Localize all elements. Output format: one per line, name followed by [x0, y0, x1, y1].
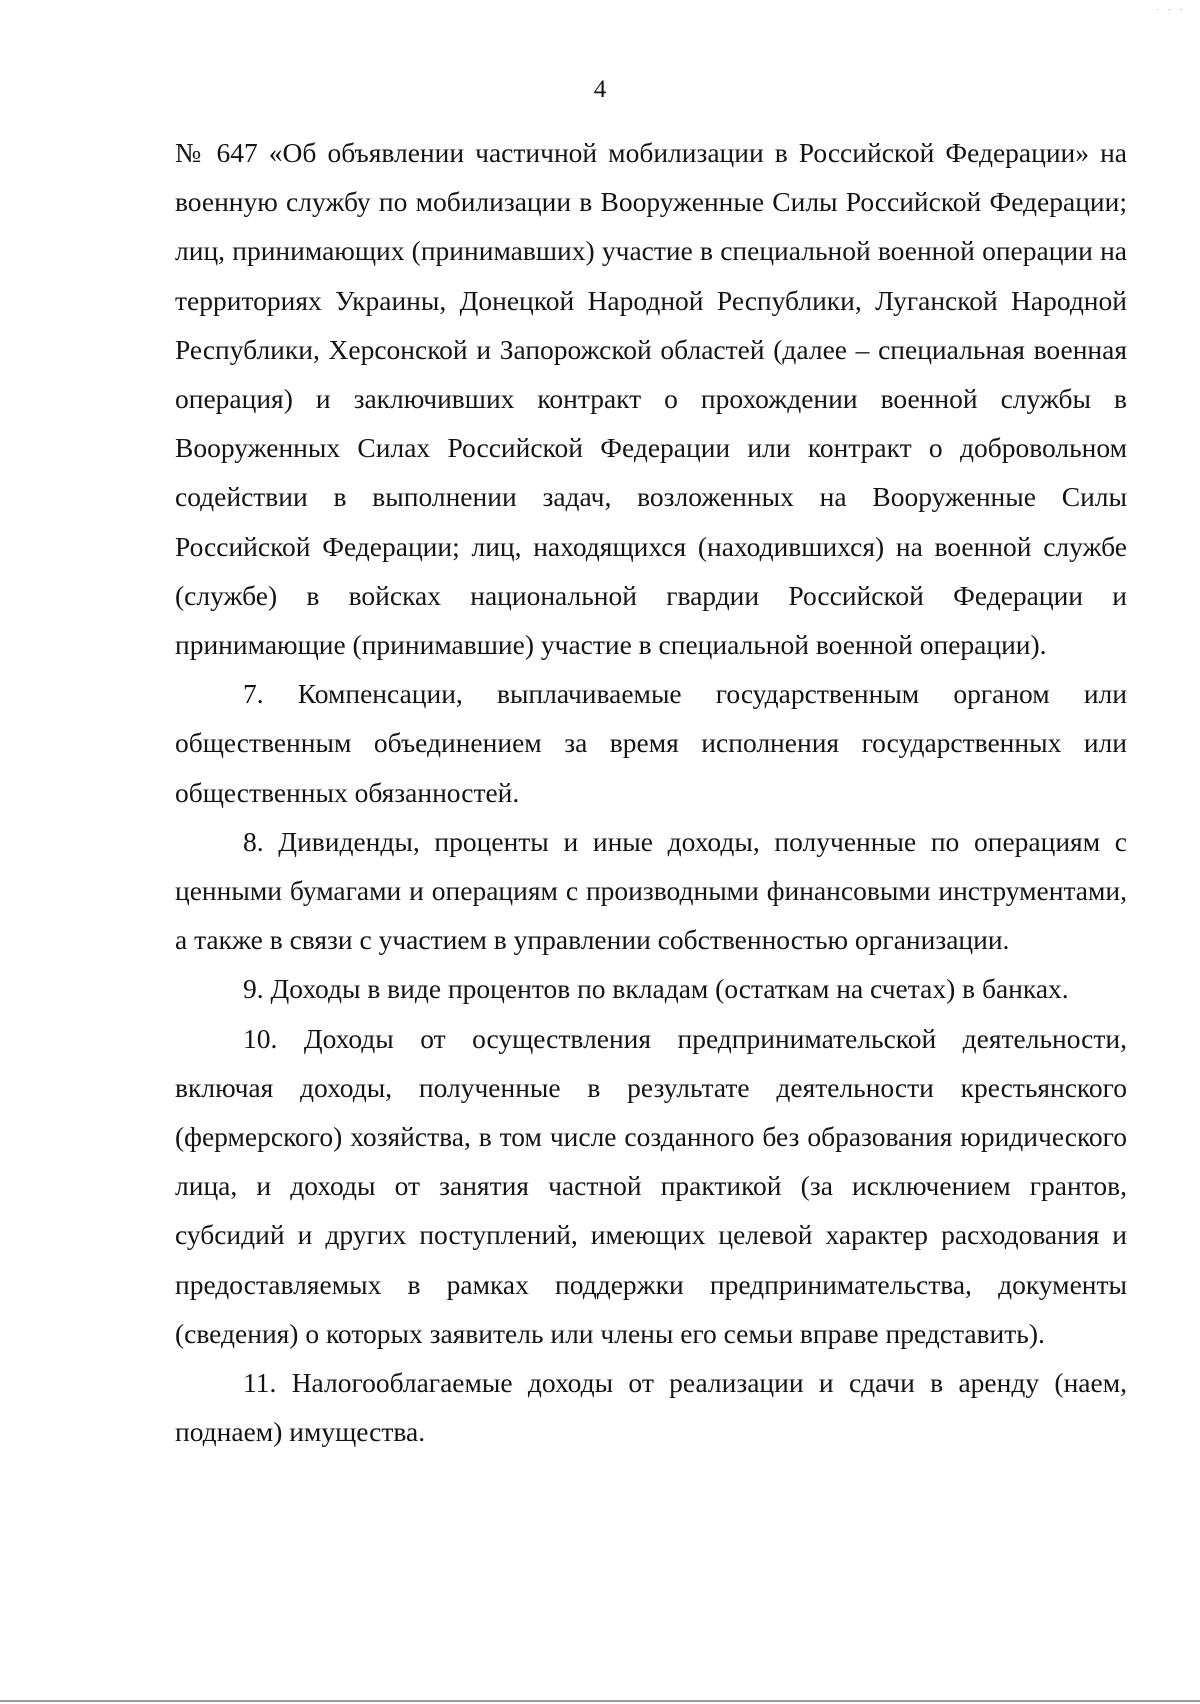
- scan-bottom-edge: [0, 1700, 1200, 1702]
- page-number: 4: [593, 76, 607, 103]
- paragraph-item-9: 9. Доходы в виде процентов по вкладам (остаткам на счетах) в банках.: [243, 973, 1069, 1005]
- scan-artifact-mark: - - -: [1156, 4, 1186, 15]
- paragraph-item-7: 7. Компенсации, выплачиваемые государственным органом или общественным объединением за время исполнения государственных или общественных обязанностей.: [175, 678, 1127, 808]
- document-body: [175, 128, 1127, 1456]
- paragraph-continuation: № 647 «Об объявлении частичной мобилизации в Российской Федерации» на военную службу по мобилизации в Вооруженные Силы Российской Федерации; лиц, принимающих (принимавших) участие в специальной военной операции на территориях Украины, Донецкой Народной Республики, Луганской Народной Республики, Херсонской и Запорожской областей (далее – специальная военная операция) и заключивших контракт о прохождении военной службы в Вооруженных Силах Российской Федерации или контракт о добровольном содействии в выполнении задач, возложенных на Вооруженные Силы Российской Федерации; лиц, находящихся (находившихся) на военной службе (службе) в войсках национальной гвардии Российской Федерации и принимающие (принимавшие) участие в специальной военной операции).: [175, 137, 1127, 661]
- paragraph-item-11: 11. Налогооблагаемые доходы от реализации и сдачи в аренду (наем, поднаем) имущества.: [175, 1367, 1127, 1448]
- paragraph-item-8: 8. Дивиденды, проценты и иные доходы, полученные по операциям с ценными бумагами и операциям с производными финансовыми инструментами, а также в связи с участием в управлении собственностью организации.: [175, 825, 1127, 956]
- paragraph-item-10: 10. Доходы от осуществления предпринимательской деятельности, включая доходы, полученные в результате деятельности крестьянского (фермерского) хозяйства, в том числе созданного без образования юридического лица, и доходы от занятия частной практикой (за исключением грантов, субсидий и других поступлений, имеющих целевой характер расходования и предоставляемых в рамках поддержки предпринимательства, документы (сведения) о которых заявитель или члены его семьи вправе представить).: [175, 1022, 1127, 1349]
